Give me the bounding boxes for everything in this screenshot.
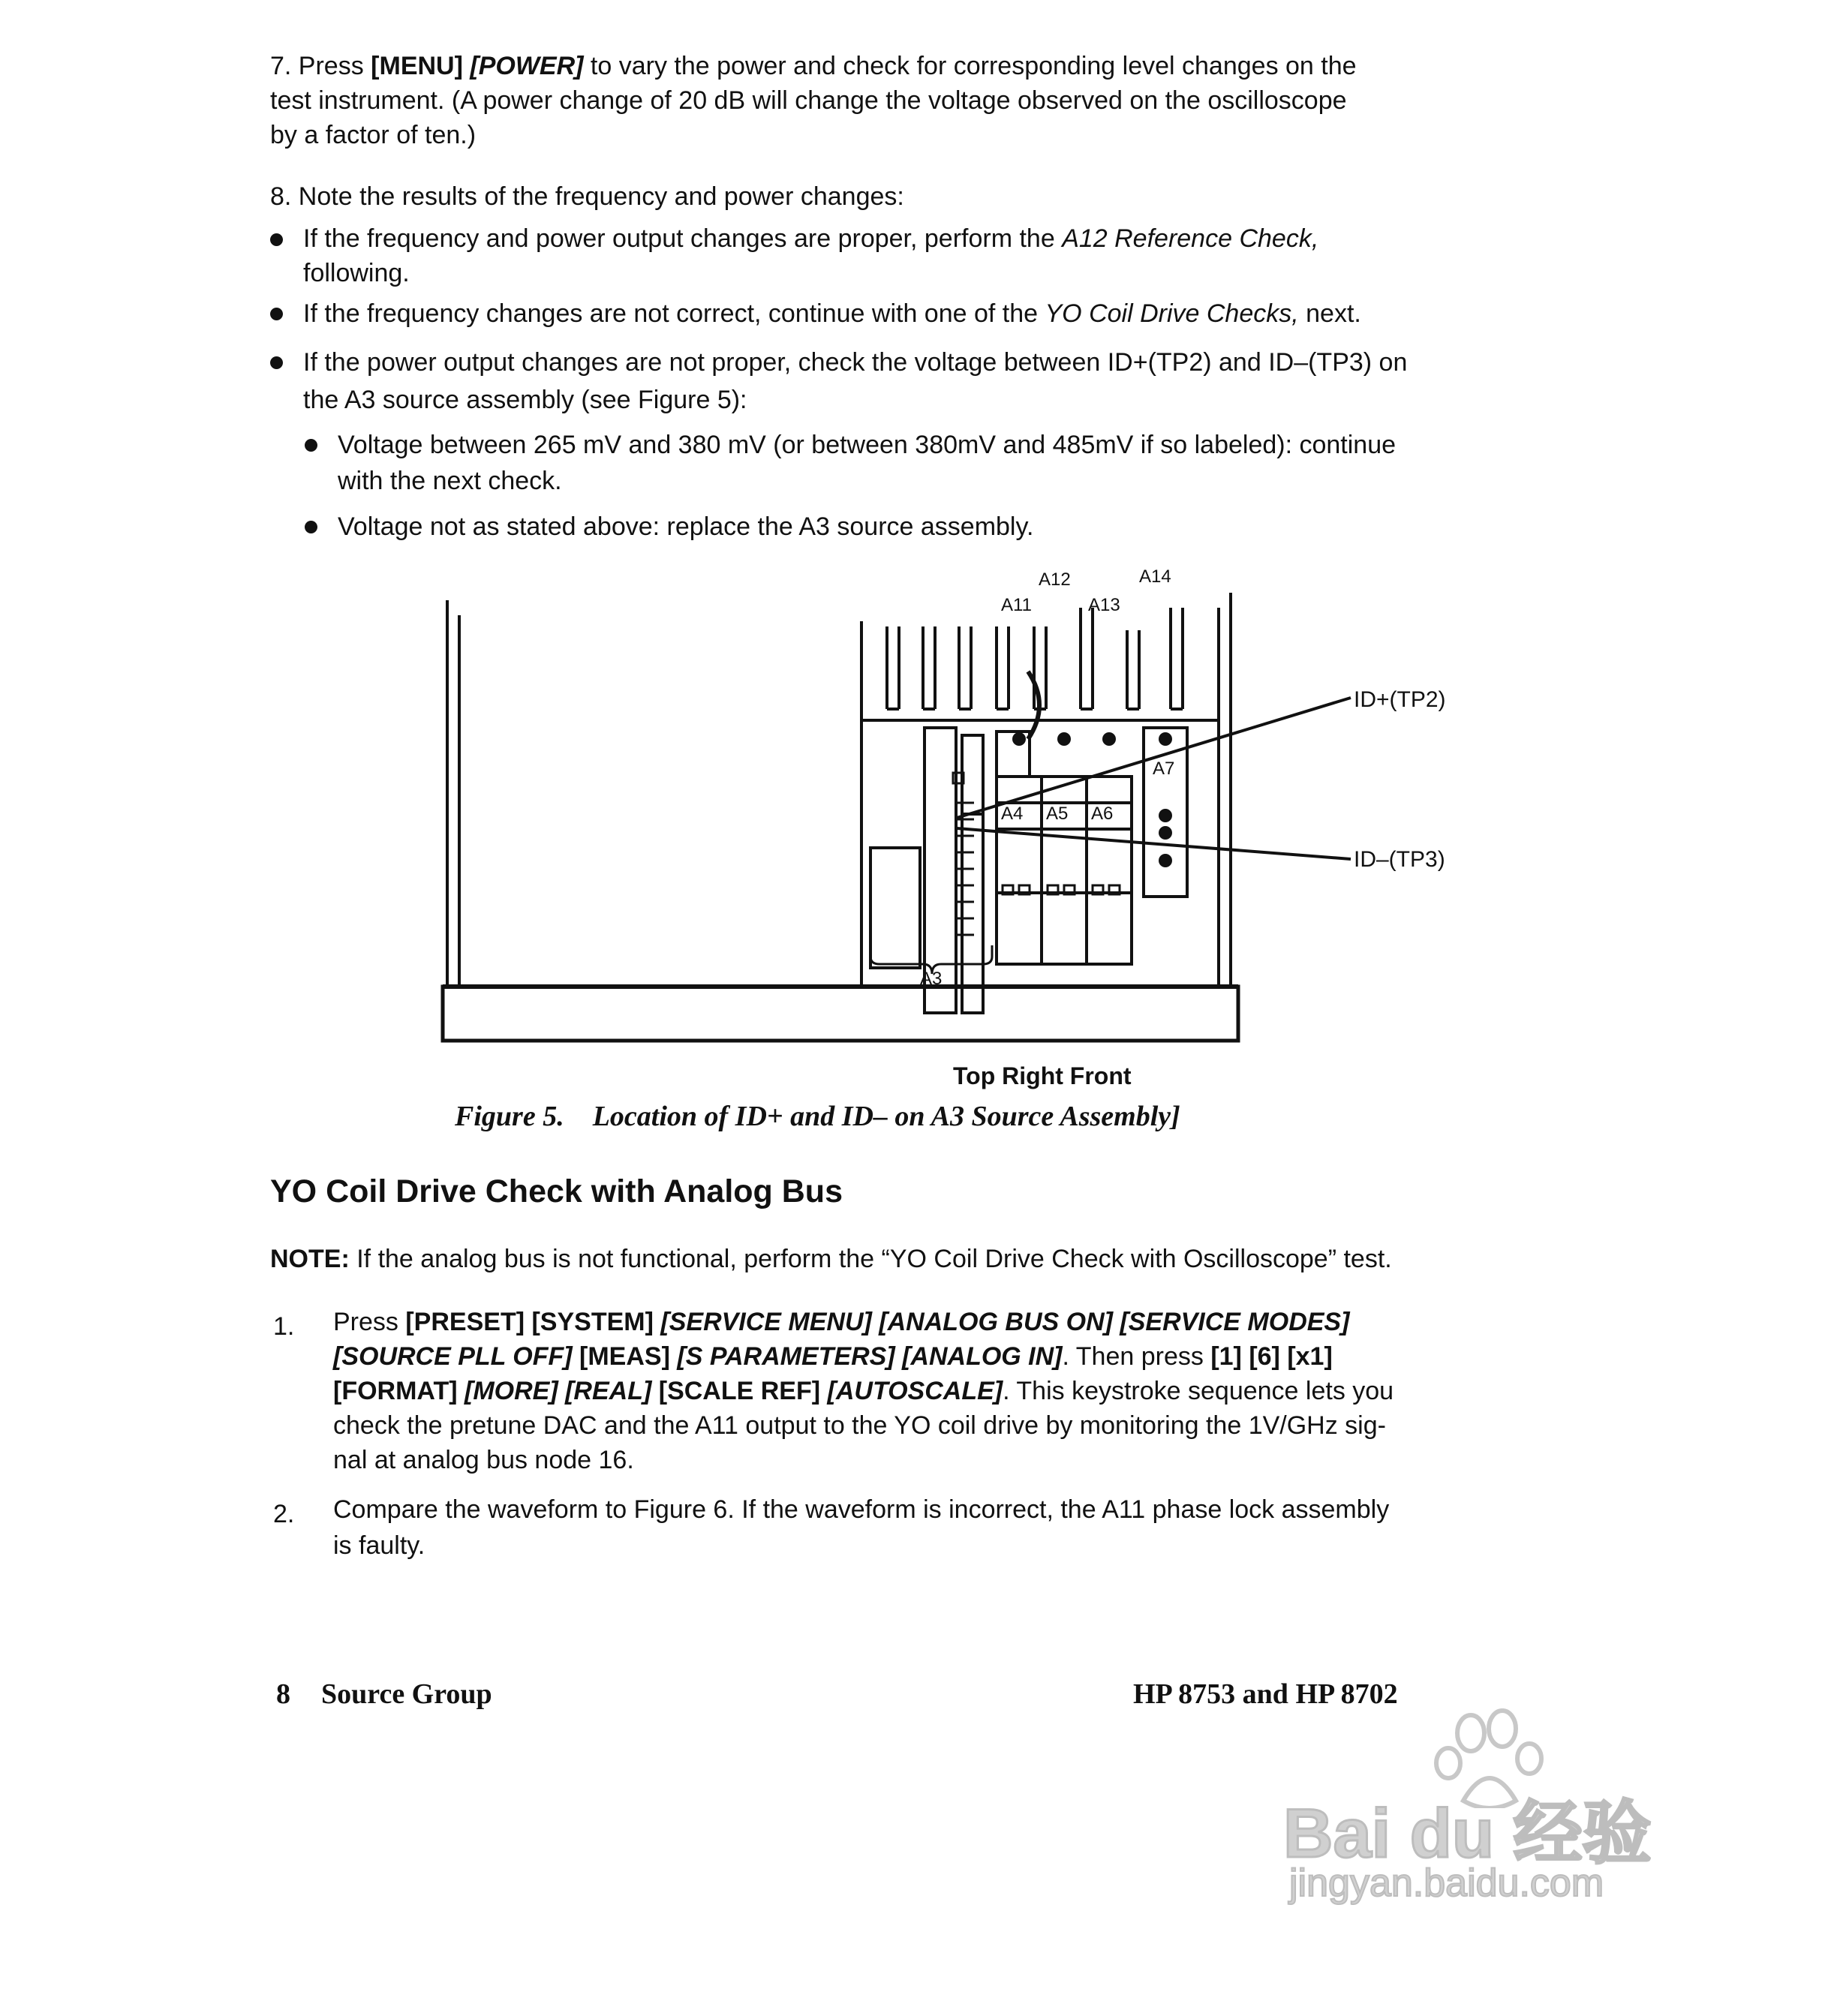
step1-line4: check the pretune DAC and the A11 output to the YO coil drive by monitoring the 1V/GHz sig- (333, 1411, 1386, 1440)
label-tp3: ID–(TP3) (1354, 847, 1445, 872)
step7-line1: 7. Press [MENU] [POWER] to vary the power and check for corresponding level changes on the (270, 52, 1357, 80)
menu-key: [MENU] (371, 52, 463, 80)
tp3-leader-line (957, 828, 1351, 859)
step2-line1: Compare the waveform to Figure 6. If the waveform is incorrect, the A11 phase lock assembly (333, 1495, 1390, 1524)
step1-line2: [SOURCE PLL OFF] [MEAS] [S PARAMETERS] [ANALOG IN]. Then press [1] [6] [x1] (333, 1342, 1333, 1371)
bullet2-line1: If the frequency changes are not correct, continue with one of the YO Coil Drive Checks, next. (303, 299, 1361, 328)
power-softkey: [POWER] (470, 52, 584, 80)
subbullet2-line1: Voltage not as stated above: replace the A3 source assembly. (338, 512, 1034, 541)
figure5-diagram (420, 548, 1516, 1088)
figure-caption: Figure 5. Location of ID+ and ID– on A3 Source Assembly] (455, 1101, 1180, 1132)
label-a13: A13 (1088, 595, 1120, 615)
step2-line2: is faulty. (333, 1531, 425, 1560)
tp2-leader-line (957, 698, 1351, 818)
bullet-icon (270, 356, 283, 369)
bullet1-line1: If the frequency and power output changes are proper, perform the A12 Reference Check, (303, 224, 1319, 253)
bullet-icon (270, 308, 283, 320)
label-a3: A3 (920, 969, 943, 989)
label-a7: A7 (1153, 759, 1175, 779)
bullet3-line1: If the power output changes are not proper, check the voltage between ID+(TP2) and ID–(TP3) on (303, 348, 1408, 377)
step1-line3: [FORMAT] [MORE] [REAL] [SCALE REF] [AUTOSCALE]. This keystroke sequence lets you (333, 1377, 1394, 1405)
watermark-url: jingyan.baidu.com (1289, 1861, 1604, 1905)
step8-intro: 8. Note the results of the frequency and power changes: (270, 182, 904, 211)
step7-line3: by a factor of ten.) (270, 121, 477, 149)
footer-page-number: 8 (276, 1678, 290, 1710)
step1-line1: Press [PRESET] [SYSTEM] [SERVICE MENU] [ANALOG BUS ON] [SERVICE MODES] (333, 1308, 1350, 1336)
label-a6: A6 (1091, 804, 1114, 824)
figure-view-label: Top Right Front (953, 1062, 1132, 1089)
note-paragraph: NOTE: If the analog bus is not functional, perform the “YO Coil Drive Check with Oscilloscope” test. (270, 1245, 1392, 1273)
subbullet1-line2: with the next check. (338, 467, 562, 495)
label-a5: A5 (1046, 804, 1069, 824)
label-a12: A12 (1039, 569, 1071, 590)
bullet3-line2: the A3 source assembly (see Figure 5): (303, 386, 747, 414)
baidu-watermark (1276, 1703, 1696, 1913)
label-tp2: ID+(TP2) (1354, 687, 1446, 712)
step1-number: 1. (273, 1312, 295, 1341)
sub-bullet-icon (305, 521, 317, 533)
subbullet1-line1: Voltage between 265 mV and 380 mV (or between 380mV and 485mV if so labeled): continue (338, 431, 1397, 459)
front-panel-rail (443, 987, 1238, 1041)
step1-line5: nal at analog bus node 16. (333, 1446, 634, 1474)
section-title: YO Coil Drive Check with Analog Bus (270, 1173, 843, 1209)
label-a14: A14 (1139, 566, 1171, 587)
bullet-icon (270, 233, 283, 246)
a3-component-block (870, 848, 920, 968)
bullet1-line2: following. (303, 259, 410, 287)
label-a4: A4 (1001, 804, 1024, 824)
step7-line2: test instrument. (A power change of 20 dB will change the voltage observed on the oscilloscope (270, 86, 1347, 115)
footer-section: Source Group (321, 1678, 492, 1710)
card-slots (887, 608, 1183, 709)
step2-number: 2. (273, 1500, 295, 1528)
footer-product: HP 8753 and HP 8702 (1133, 1678, 1398, 1710)
label-a11: A11 (1001, 595, 1032, 615)
sub-bullet-icon (305, 439, 317, 452)
watermark-logo-text: Bai du 经验 (1283, 1795, 1652, 1872)
